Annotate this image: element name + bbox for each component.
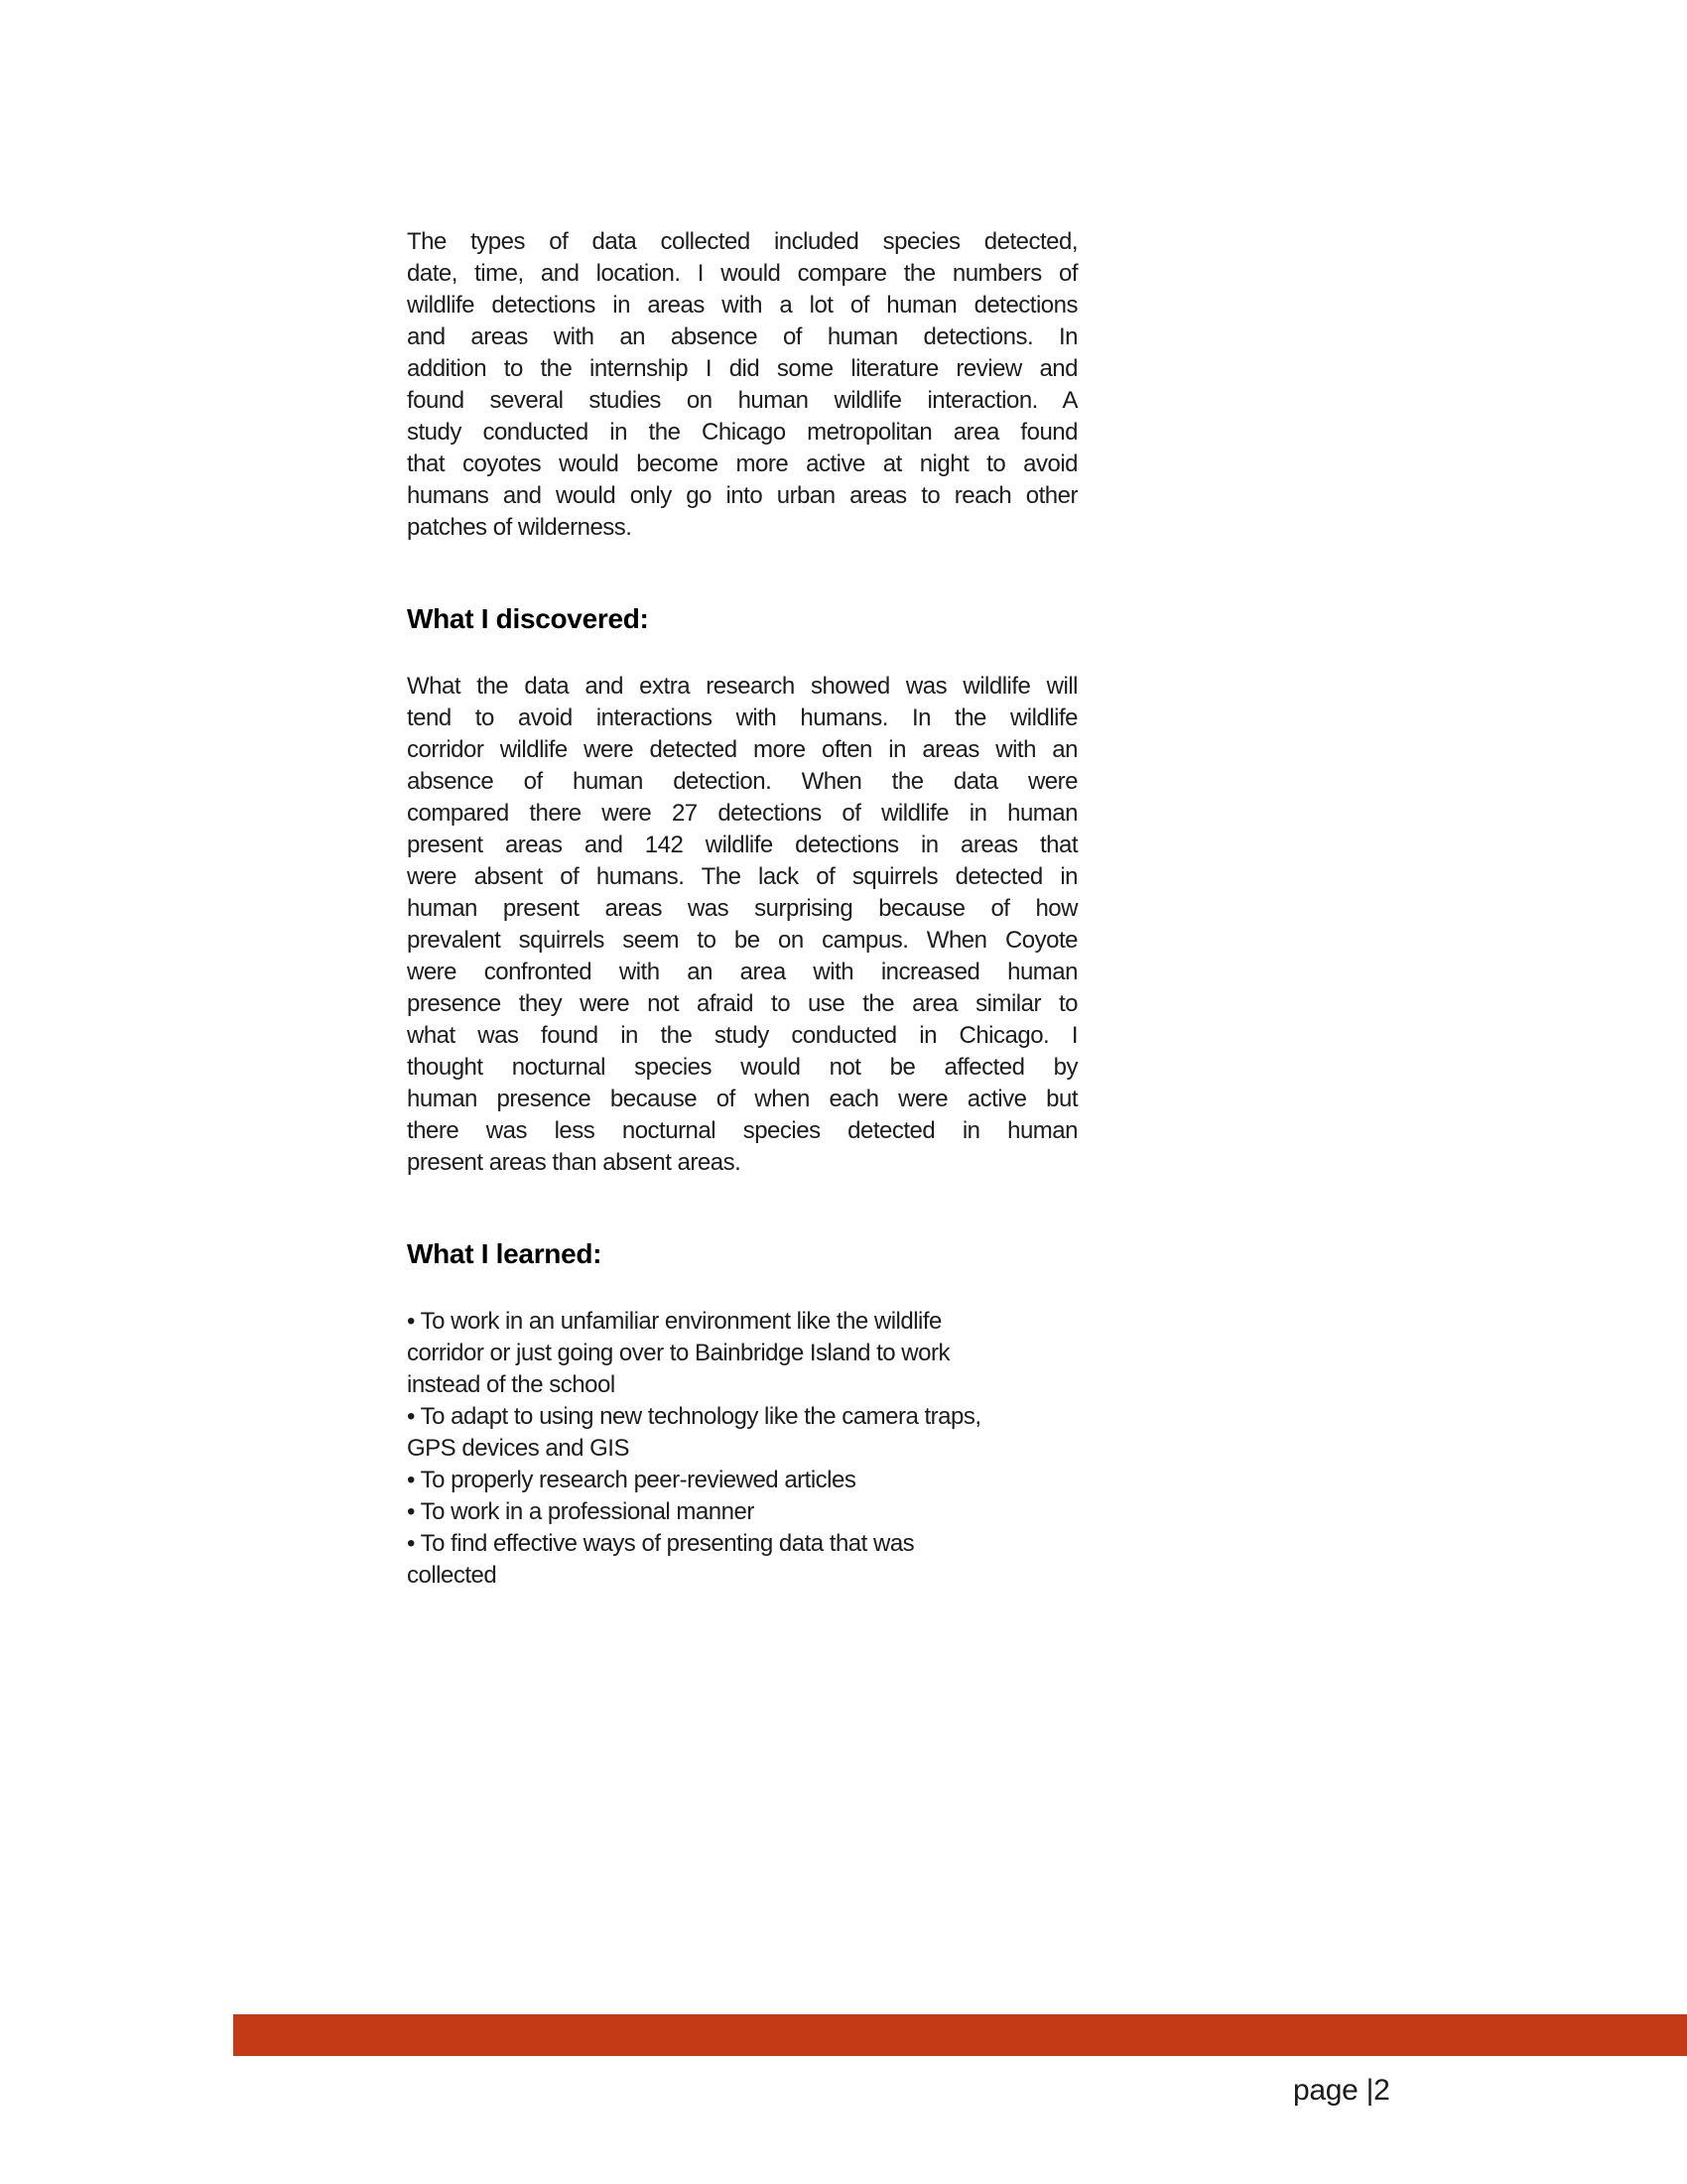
text-line: and areas with an absence of human detections. In	[407, 323, 1078, 350]
discovered-heading: What I discovered:	[407, 603, 649, 634]
text-line: tend to avoid interactions with humans. In the wildlife	[407, 705, 1078, 731]
text-line: what was found in the study conducted in Chicago. I	[407, 1022, 1078, 1049]
text-line: • To work in a professional manner	[407, 1498, 754, 1525]
text-line: The types of data collected included species detected,	[407, 228, 1078, 255]
text-line: that coyotes would become more active at night to avoid	[407, 450, 1078, 477]
text-line: there was less nocturnal species detected in human	[407, 1117, 1078, 1144]
page-number: page |2	[1293, 2074, 1390, 2107]
text-line: addition to the internship I did some literature review and	[407, 355, 1078, 382]
learned-heading: What I learned:	[407, 1238, 602, 1269]
text-line: present areas than absent areas.	[407, 1149, 741, 1176]
text-line: corridor or just going over to Bainbridge Island to work	[407, 1340, 950, 1366]
text-line: GPS devices and GIS	[407, 1435, 629, 1462]
footer-accent-bar	[233, 2014, 1687, 2056]
text-line: • To work in an unfamiliar environment like the wildlife	[407, 1308, 942, 1335]
text-line: were confronted with an area with increased human	[407, 959, 1078, 985]
text-line: What the data and extra research showed was wildlife will	[407, 673, 1078, 700]
text-line: date, time, and location. I would compare the numbers of	[407, 260, 1078, 287]
text-line: instead of the school	[407, 1371, 615, 1398]
text-line: human presence because of when each were active but	[407, 1086, 1078, 1112]
text-line: corridor wildlife were detected more often in areas with an	[407, 736, 1078, 763]
text-line: prevalent squirrels seem to be on campus. When Coyote	[407, 927, 1078, 954]
text-column	[407, 226, 1078, 1592]
text-line: absence of human detection. When the data were	[407, 768, 1078, 795]
text-line: • To properly research peer-reviewed articles	[407, 1467, 856, 1493]
intro-paragraph	[407, 226, 1078, 544]
text-line: collected	[407, 1562, 497, 1589]
text-line: presence they were not afraid to use the area similar to	[407, 990, 1078, 1017]
text-line: found several studies on human wildlife interaction. A	[407, 387, 1078, 414]
text-line: compared there were 27 detections of wildlife in human	[407, 800, 1078, 827]
text-line: • To find effective ways of presenting data that was	[407, 1530, 915, 1557]
text-line: humans and would only go into urban areas to reach other	[407, 482, 1078, 509]
text-line: human present areas was surprising because of how	[407, 895, 1078, 922]
text-line: present areas and 142 wildlife detections in areas that	[407, 832, 1078, 858]
text-line: thought nocturnal species would not be affected by	[407, 1054, 1078, 1081]
discovered-paragraph	[407, 671, 1078, 1179]
text-line: patches of wilderness.	[407, 514, 632, 541]
text-line: wildlife detections in areas with a lot of human detections	[407, 292, 1078, 319]
text-line: were absent of humans. The lack of squirrels detected in	[407, 863, 1078, 890]
learned-bullet-list	[407, 1306, 1078, 1592]
text-line: • To adapt to using new technology like the camera traps,	[407, 1403, 981, 1430]
text-line: study conducted in the Chicago metropolitan area found	[407, 419, 1078, 446]
